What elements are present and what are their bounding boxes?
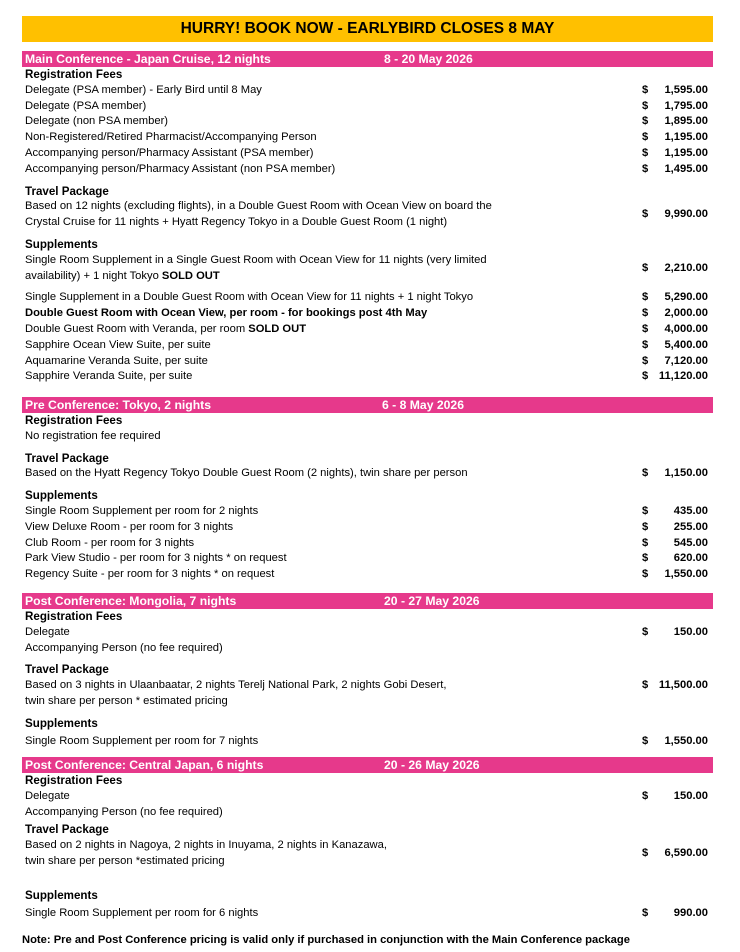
section-date: 20 - 27 May 2026 xyxy=(384,594,480,608)
supplement-label: Double Guest Room with Ocean View, per room - for bookings post 4th May xyxy=(25,307,428,320)
supplement-row xyxy=(22,322,713,338)
supplements-heading: Supplements xyxy=(25,716,98,730)
fee-row xyxy=(22,114,713,130)
supplement-row xyxy=(22,536,713,552)
travel-amount: 9,990.00 xyxy=(664,208,708,221)
supplement-amount: 4,000.00 xyxy=(664,322,708,335)
supplement-currency: $ xyxy=(642,307,649,320)
supplement-currency: $ xyxy=(642,261,649,274)
fee-row xyxy=(22,162,713,178)
supplement-currency: $ xyxy=(642,906,649,919)
travel-currency: $ xyxy=(642,847,649,860)
travel-heading: Travel Package xyxy=(25,451,109,465)
supplement-label: Regency Suite - per room for 3 nights * on request xyxy=(25,568,275,581)
travel-row xyxy=(22,466,713,482)
supplement-currency: $ xyxy=(642,536,649,549)
supplement-label: Single Supplement in a Double Guest Room with Ocean View for 11 nights + 1 night Tokyo xyxy=(25,291,474,304)
supplement-label: Double Guest Room with Veranda, per room xyxy=(25,322,249,335)
supplement-currency: $ xyxy=(642,291,649,304)
travel-line: Based on 12 nights (excluding flights), in a Double Guest Room with Ocean View on board the xyxy=(25,200,492,213)
registration-note: No registration fee required xyxy=(25,429,161,442)
supplement-amount: 5,400.00 xyxy=(664,338,708,351)
travel-heading: Travel Package xyxy=(25,184,109,198)
supplement-amount: 620.00 xyxy=(673,552,708,565)
supplement-amount: 2,210.00 xyxy=(664,261,708,274)
supplement-currency: $ xyxy=(642,322,649,335)
fee-amount: 150.00 xyxy=(673,789,708,802)
fee-row xyxy=(22,789,713,805)
supplement-amount: 545.00 xyxy=(673,536,708,549)
fee-label: Accompanying person/Pharmacy Assistant (non PSA member) xyxy=(25,162,336,175)
supplement-label: Single Room Supplement per room for 2 nights xyxy=(25,504,259,517)
supplements-heading: Supplements xyxy=(25,237,98,251)
supplement-row xyxy=(22,369,713,385)
supplement-amount: 255.00 xyxy=(673,520,708,533)
fee-amount: 1,195.00 xyxy=(664,131,708,144)
supplement-row xyxy=(22,520,713,536)
fee-label: Accompanying Person (no fee required) xyxy=(25,641,223,654)
sold-out-label: SOLD OUT xyxy=(161,269,220,282)
supplement-row xyxy=(22,567,713,583)
supplements-heading: Supplements xyxy=(25,489,98,503)
supplement-row xyxy=(22,338,713,354)
supplement-label: Single Room Supplement per room for 6 nights xyxy=(25,906,259,919)
section-header xyxy=(22,593,713,609)
supplement-line: availability) + 1 night Tokyo xyxy=(25,269,162,282)
supplement-currency: $ xyxy=(642,568,649,581)
supplement-row xyxy=(22,504,713,520)
fee-currency: $ xyxy=(642,625,649,638)
fee-amount: 1,495.00 xyxy=(664,162,708,175)
section-title: Main Conference - Japan Cruise, 12 nights xyxy=(25,52,271,66)
fee-label: Non-Registered/Retired Pharmacist/Accompanying Person xyxy=(25,131,317,144)
supplement-label: Sapphire Veranda Suite, per suite xyxy=(25,370,193,383)
supplement-currency: $ xyxy=(642,520,649,533)
fee-row xyxy=(22,805,713,821)
supplement-row xyxy=(22,906,713,922)
fee-row xyxy=(22,83,713,99)
registration-heading: Registration Fees xyxy=(25,414,123,427)
pricing-note: Note: Pre and Post Conference pricing is valid only if purchased in conjunction with the Main Conference package xyxy=(22,934,630,946)
section-pre-conference-tokyo xyxy=(22,397,713,583)
sold-out-label: SOLD OUT xyxy=(248,322,307,335)
travel-amount: 11,500.00 xyxy=(658,679,708,692)
registration-heading: Registration Fees xyxy=(25,774,123,787)
section-post-conference-mongolia xyxy=(22,593,713,749)
supplements-heading: Supplements xyxy=(25,888,98,902)
travel-amount: 6,590.00 xyxy=(664,847,708,860)
section-header xyxy=(22,397,713,413)
fee-label: Delegate xyxy=(25,789,70,802)
supplement-amount: 435.00 xyxy=(673,504,708,517)
fee-currency: $ xyxy=(642,99,649,112)
supplement-row xyxy=(22,734,713,750)
earlybird-banner: HURRY! BOOK NOW - EARLYBIRD CLOSES 8 MAY xyxy=(22,16,713,42)
supplement-amount: 11,120.00 xyxy=(658,370,708,383)
supplement-label: Sapphire Ocean View Suite, per suite xyxy=(25,338,211,351)
supplement-label: View Deluxe Room - per room for 3 nights xyxy=(25,520,234,533)
travel-row xyxy=(22,678,713,710)
supplement-currency: $ xyxy=(642,734,649,747)
supplement-row xyxy=(22,253,713,285)
registration-heading: Registration Fees xyxy=(25,68,123,81)
fee-row xyxy=(22,99,713,115)
supplement-currency: $ xyxy=(642,354,649,367)
travel-heading: Travel Package xyxy=(25,663,109,677)
supplement-currency: $ xyxy=(642,338,649,351)
travel-row xyxy=(22,838,713,870)
fee-amount: 1,595.00 xyxy=(664,83,708,96)
fee-row xyxy=(22,641,713,657)
fee-amount: 1,895.00 xyxy=(664,115,708,128)
supplement-currency: $ xyxy=(642,370,649,383)
section-title: Post Conference: Mongolia, 7 nights xyxy=(25,594,237,608)
travel-row xyxy=(22,199,713,231)
supplement-row xyxy=(22,306,713,322)
section-header xyxy=(22,51,713,67)
travel-line: Crystal Cruise for 11 nights + Hyatt Regency Tokyo in a Double Guest Room (1 night) xyxy=(25,216,448,229)
travel-line: twin share per person * estimated pricing xyxy=(25,694,228,707)
section-date: 6 - 8 May 2026 xyxy=(382,398,464,412)
fee-label: Delegate (non PSA member) xyxy=(25,115,169,128)
supplement-amount: 5,290.00 xyxy=(664,291,708,304)
supplement-amount: 1,550.00 xyxy=(664,568,708,581)
fee-row xyxy=(22,625,713,641)
section-date: 20 - 26 May 2026 xyxy=(384,758,480,772)
travel-heading: Travel Package xyxy=(25,823,109,837)
travel-currency: $ xyxy=(642,208,649,221)
travel-line: Based on 3 nights in Ulaanbaatar, 2 nights Terelj National Park, 2 nights Gobi Desert, xyxy=(25,679,447,692)
supplement-label: Single Room Supplement per room for 7 nights xyxy=(25,734,259,747)
fee-currency: $ xyxy=(642,162,649,175)
supplement-label: Club Room - per room for 3 nights xyxy=(25,536,195,549)
section-date: 8 - 20 May 2026 xyxy=(384,52,473,66)
fee-row xyxy=(22,130,713,146)
fee-amount: 1,795.00 xyxy=(664,99,708,112)
fee-label: Accompanying Person (no fee required) xyxy=(25,805,223,818)
fee-currency: $ xyxy=(642,146,649,159)
supplement-currency: $ xyxy=(642,504,649,517)
supplement-line: Single Room Supplement in a Single Guest Room with Ocean View for 11 nights (very limited xyxy=(25,253,487,266)
fee-label: Accompanying person/Pharmacy Assistant (PSA member) xyxy=(25,146,314,159)
supplement-amount: 990.00 xyxy=(673,906,708,919)
registration-heading: Registration Fees xyxy=(25,610,123,623)
fee-currency: $ xyxy=(642,131,649,144)
supplement-currency: $ xyxy=(642,552,649,565)
supplement-label: Park View Studio - per room for 3 nights * on request xyxy=(25,552,287,565)
fee-amount: 150.00 xyxy=(673,625,708,638)
travel-currency: $ xyxy=(642,679,649,692)
supplement-amount: 7,120.00 xyxy=(664,354,708,367)
section-main-conference xyxy=(22,51,713,385)
supplement-row xyxy=(22,354,713,370)
supplement-amount: 1,550.00 xyxy=(664,734,708,747)
supplement-row xyxy=(22,290,713,306)
section-title: Post Conference: Central Japan, 6 nights xyxy=(25,758,264,772)
fee-label: Delegate xyxy=(25,625,70,638)
fee-amount: 1,195.00 xyxy=(664,146,708,159)
fee-label: Delegate (PSA member) - Early Bird until 8 May xyxy=(25,83,262,96)
fee-row xyxy=(22,146,713,162)
supplement-label: Aquamarine Veranda Suite, per suite xyxy=(25,354,208,367)
section-title: Pre Conference: Tokyo, 2 nights xyxy=(25,398,212,412)
section-header xyxy=(22,757,713,773)
fee-currency: $ xyxy=(642,115,649,128)
travel-line: Based on 2 nights in Nagoya, 2 nights in Inuyama, 2 nights in Kanazawa, xyxy=(25,839,387,852)
section-post-conference-central-japan xyxy=(22,757,713,921)
travel-line: Based on the Hyatt Regency Tokyo Double Guest Room (2 nights), twin share per person xyxy=(25,467,468,480)
supplement-row xyxy=(22,551,713,567)
fee-label: Delegate (PSA member) xyxy=(25,99,147,112)
travel-amount: 1,150.00 xyxy=(664,467,708,480)
travel-currency: $ xyxy=(642,467,649,480)
supplement-amount: 2,000.00 xyxy=(664,307,708,320)
fee-currency: $ xyxy=(642,789,649,802)
travel-line: twin share per person *estimated pricing xyxy=(25,854,225,867)
fee-currency: $ xyxy=(642,83,649,96)
